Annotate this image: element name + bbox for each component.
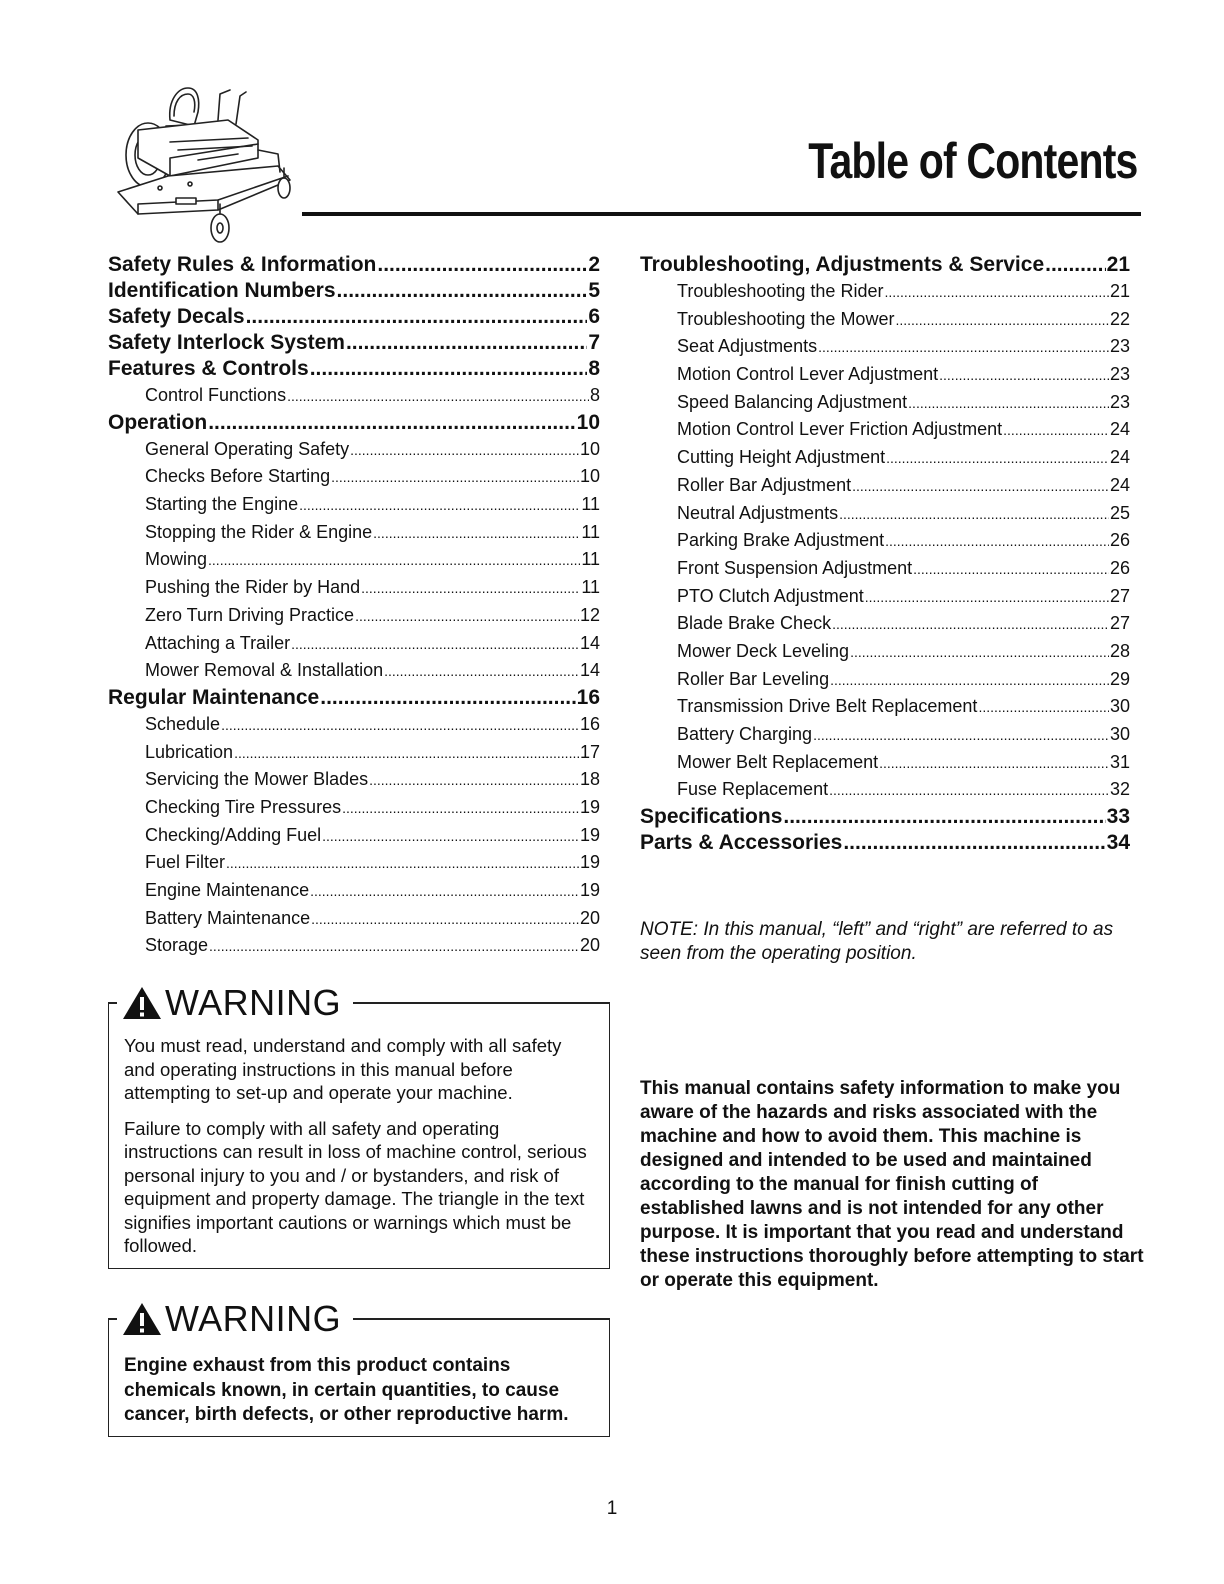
toc-entry bbox=[108, 278, 600, 304]
toc-entry-label: PTO Clutch Adjustment bbox=[677, 585, 864, 606]
toc-entry-page: 2 bbox=[588, 253, 600, 276]
dot-leader bbox=[350, 436, 579, 465]
toc-entry-label: Checks Before Starting bbox=[145, 466, 331, 487]
dot-leader bbox=[384, 657, 579, 686]
toc-entry bbox=[108, 463, 600, 491]
toc-entry bbox=[640, 527, 1130, 555]
toc-entry bbox=[108, 491, 600, 519]
toc-entry-page: 19 bbox=[579, 880, 600, 900]
dot-leader bbox=[939, 361, 1109, 390]
dot-leader bbox=[287, 382, 589, 411]
toc-entry-page: 16 bbox=[576, 685, 600, 709]
dot-leader bbox=[346, 330, 587, 356]
dot-leader bbox=[913, 555, 1109, 584]
toc-entry bbox=[108, 436, 600, 464]
toc-entry-page: 16 bbox=[579, 713, 600, 734]
toc-entry-page: 12 bbox=[579, 604, 600, 625]
toc-entry-label: Transmission Drive Belt Replacement bbox=[677, 696, 978, 717]
toc-entry-label: Safety Interlock System bbox=[108, 331, 345, 354]
toc-entry-label: Troubleshooting the Mower bbox=[677, 308, 895, 329]
title-underline bbox=[302, 212, 1141, 216]
toc-entry-page: 24 bbox=[1109, 474, 1130, 495]
toc-entry-page: 28 bbox=[1109, 640, 1130, 661]
toc-entry bbox=[108, 932, 600, 960]
toc-entry bbox=[108, 630, 600, 658]
toc-entry-label: Features & Controls bbox=[108, 357, 309, 380]
toc-entry-page: 30 bbox=[1109, 724, 1130, 744]
dot-leader bbox=[373, 519, 580, 548]
toc-entry-page: 27 bbox=[1109, 613, 1130, 634]
warning-text: Engine exhaust from this product contains chemicals known, in certain quantities, to cause cancer, birth defects, or other reproductive harm. bbox=[124, 1355, 569, 1425]
page-title: Table of Contents bbox=[808, 133, 1138, 189]
toc-entry-label: Fuel Filter bbox=[145, 852, 226, 873]
toc-entry-label: Storage bbox=[145, 935, 209, 956]
zero-turn-mower-illustration bbox=[108, 80, 298, 250]
toc-entry bbox=[640, 804, 1130, 830]
toc-entry-page: 32 bbox=[1109, 779, 1130, 800]
dot-leader bbox=[209, 932, 579, 961]
toc-entry bbox=[108, 739, 600, 767]
dot-leader bbox=[886, 444, 1109, 473]
dot-leader bbox=[830, 666, 1109, 695]
toc-entry-page: 11 bbox=[581, 577, 600, 598]
toc-entry-label: Mower Deck Leveling bbox=[677, 640, 850, 661]
toc-entry bbox=[108, 794, 600, 822]
dot-leader bbox=[908, 389, 1109, 418]
toc-entry-page: 23 bbox=[1109, 364, 1130, 385]
toc-entry-label: Speed Balancing Adjustment bbox=[677, 391, 908, 412]
toc-entry-label: Motion Control Lever Friction Adjustment bbox=[677, 419, 1003, 440]
dot-leader bbox=[843, 830, 1105, 856]
toc-entry bbox=[640, 666, 1130, 694]
toc-entry-label: Identification Numbers bbox=[108, 279, 336, 302]
dot-leader bbox=[783, 804, 1105, 830]
toc-entry-page: 26 bbox=[1109, 530, 1130, 551]
dot-leader bbox=[884, 278, 1109, 307]
toc-entry-page: 34 bbox=[1106, 831, 1130, 855]
toc-entry bbox=[640, 306, 1130, 334]
toc-entry-page: 29 bbox=[1109, 668, 1130, 689]
dot-leader bbox=[369, 766, 579, 795]
toc-entry bbox=[108, 330, 600, 356]
toc-entry bbox=[640, 776, 1130, 804]
toc-entry bbox=[108, 657, 600, 685]
toc-entry-page: 33 bbox=[1106, 805, 1130, 829]
dot-leader bbox=[342, 794, 579, 823]
dot-leader bbox=[377, 252, 587, 278]
dot-leader bbox=[208, 546, 580, 575]
toc-entry-page: 17 bbox=[579, 741, 600, 762]
toc-entry-page: 8 bbox=[588, 357, 600, 380]
toc-entry-label: Neutral Adjustments bbox=[677, 502, 839, 523]
toc-entry bbox=[640, 252, 1130, 278]
toc-entry-page: 10 bbox=[579, 466, 600, 487]
toc-entry bbox=[108, 546, 600, 574]
toc-entry-label: Engine Maintenance bbox=[145, 880, 310, 900]
toc-entry-label: Specifications bbox=[640, 805, 783, 829]
warning-label: WARNING bbox=[165, 1298, 342, 1339]
dot-leader bbox=[885, 527, 1109, 556]
toc-entry-page: 26 bbox=[1109, 557, 1130, 578]
toc-entry-label: Safety Decals bbox=[108, 305, 245, 328]
toc-entry-page: 24 bbox=[1109, 447, 1130, 468]
dot-leader bbox=[978, 693, 1109, 722]
toc-entry-page: 30 bbox=[1109, 696, 1130, 717]
page-number: 1 bbox=[606, 1498, 618, 1519]
toc-entry-label: Troubleshooting, Adjustments & Service bbox=[640, 253, 1045, 276]
dot-leader bbox=[852, 472, 1109, 501]
toc-entry-label: Checking Tire Pressures bbox=[145, 796, 342, 817]
toc-entry-label: Troubleshooting the Rider bbox=[677, 281, 884, 301]
toc-entry-label: Stopping the Rider & Engine bbox=[145, 521, 373, 542]
warning-box-safety bbox=[108, 982, 610, 1269]
toc-entry-page: 25 bbox=[1109, 502, 1130, 523]
toc-entry-page: 22 bbox=[1109, 308, 1130, 329]
toc-entry bbox=[108, 519, 600, 547]
toc-entry bbox=[640, 500, 1130, 528]
toc-entry bbox=[108, 382, 600, 410]
toc-entry bbox=[640, 278, 1130, 306]
toc-entry-label: Servicing the Mower Blades bbox=[145, 769, 369, 790]
toc-entry-page: 10 bbox=[576, 410, 600, 434]
toc-entry-label: Pushing the Rider by Hand bbox=[145, 577, 361, 598]
toc-entry-label: Motion Control Lever Adjustment bbox=[677, 364, 939, 385]
dot-leader bbox=[865, 583, 1109, 612]
toc-entry-page: 14 bbox=[579, 632, 600, 653]
toc-entry-page: 20 bbox=[579, 907, 600, 928]
toc-entry bbox=[640, 361, 1130, 389]
toc-entry bbox=[640, 416, 1130, 444]
toc-entry-page: 19 bbox=[579, 852, 600, 873]
warning-triangle-icon bbox=[121, 985, 163, 1021]
toc-entry-page: 10 bbox=[579, 438, 600, 459]
dot-leader bbox=[879, 749, 1109, 778]
dot-leader bbox=[234, 739, 579, 768]
toc-entry-page: 11 bbox=[581, 521, 600, 542]
dot-leader bbox=[829, 776, 1109, 805]
warning-triangle-icon bbox=[121, 1301, 163, 1337]
warning-text bbox=[124, 1034, 594, 1270]
toc-entry bbox=[640, 638, 1130, 666]
dot-leader bbox=[1045, 252, 1106, 278]
dot-leader bbox=[310, 356, 588, 382]
toc-entry-label: Fuse Replacement bbox=[677, 779, 829, 800]
warning-label: WARNING bbox=[165, 982, 342, 1023]
toc-entry bbox=[108, 905, 600, 933]
toc-entry bbox=[640, 610, 1130, 638]
toc-entry bbox=[108, 602, 600, 630]
toc-entry-page: 24 bbox=[1109, 419, 1130, 440]
dot-leader bbox=[850, 638, 1109, 667]
toc-entry-label: Roller Bar Leveling bbox=[677, 668, 830, 689]
toc-entry-page: 7 bbox=[588, 331, 600, 354]
toc-entry-page: 27 bbox=[1109, 585, 1130, 606]
toc-entry-label: Cutting Height Adjustment bbox=[677, 447, 886, 468]
toc-entry-label: Regular Maintenance bbox=[108, 685, 320, 709]
dot-leader bbox=[299, 491, 580, 520]
dot-leader bbox=[832, 610, 1109, 639]
warning-heading bbox=[117, 982, 353, 1024]
toc-entry-page: 14 bbox=[579, 660, 600, 681]
toc-entry bbox=[108, 822, 600, 850]
dot-leader bbox=[311, 905, 579, 934]
dot-leader bbox=[208, 410, 575, 436]
toc-entry-label: Schedule bbox=[145, 713, 221, 734]
toc-entry-page: 6 bbox=[588, 305, 600, 328]
dot-leader bbox=[337, 278, 588, 304]
toc-entry-page: 18 bbox=[579, 769, 600, 790]
warning-heading bbox=[117, 1298, 353, 1340]
toc-entry bbox=[640, 693, 1130, 721]
dot-leader bbox=[322, 822, 579, 851]
dot-leader bbox=[818, 333, 1109, 362]
toc-entry bbox=[108, 711, 600, 739]
toc-entry-label: Parts & Accessories bbox=[640, 831, 843, 855]
toc-entry-page: 20 bbox=[579, 935, 600, 956]
toc-entry-label: Battery Maintenance bbox=[145, 907, 311, 928]
toc-entry bbox=[108, 356, 600, 382]
toc-entry-page: 19 bbox=[579, 796, 600, 817]
toc-entry-page: 31 bbox=[1109, 751, 1130, 772]
toc-entry-page: 23 bbox=[1109, 391, 1130, 412]
toc-entry bbox=[640, 555, 1130, 583]
toc-entry bbox=[640, 389, 1130, 417]
toc-left-column bbox=[108, 252, 600, 960]
dot-leader bbox=[291, 630, 579, 659]
toc-entry bbox=[108, 410, 600, 436]
toc-entry bbox=[108, 252, 600, 278]
toc-entry-page: 21 bbox=[1106, 253, 1130, 276]
toc-entry-page: 21 bbox=[1109, 281, 1130, 301]
dot-leader bbox=[813, 721, 1109, 750]
toc-entry-label: Mower Belt Replacement bbox=[677, 751, 879, 772]
dot-leader bbox=[895, 306, 1109, 335]
toc-entry-label: Roller Bar Adjustment bbox=[677, 474, 852, 495]
toc-entry-label: Battery Charging bbox=[677, 724, 813, 744]
toc-entry bbox=[108, 766, 600, 794]
toc-entry bbox=[640, 583, 1130, 611]
toc-entry-label: Lubrication bbox=[145, 741, 234, 762]
dot-leader bbox=[839, 500, 1109, 529]
toc-entry bbox=[108, 849, 600, 877]
dot-leader bbox=[221, 711, 579, 740]
toc-entry-page: 11 bbox=[581, 549, 600, 570]
toc-entry bbox=[640, 472, 1130, 500]
dot-leader bbox=[361, 574, 580, 603]
toc-entry-label: Safety Rules & Information bbox=[108, 253, 377, 276]
toc-entry bbox=[640, 444, 1130, 472]
dot-leader bbox=[246, 304, 588, 330]
toc-entry-label: Checking/Adding Fuel bbox=[145, 824, 322, 845]
warning-paragraph: Failure to comply with all safety and operating instructions can result in loss of machine control, serious personal injury to you and / or bystanders, and risk of equipment and property damage. The triangle in the text signifies important cautions or warnings which must be followed. bbox=[124, 1117, 587, 1256]
warning-paragraph: You must read, understand and comply with all safety and operating instructions in this manual before attempting to set-up and operate your machine. bbox=[124, 1035, 562, 1103]
dot-leader bbox=[226, 849, 579, 878]
toc-entry-label: Control Functions bbox=[145, 385, 287, 405]
toc-entry-label: General Operating Safety bbox=[145, 438, 350, 459]
dot-leader bbox=[320, 685, 575, 711]
toc-entry-page: 23 bbox=[1109, 336, 1130, 357]
toc-entry bbox=[108, 685, 600, 711]
toc-entry-label: Attaching a Trailer bbox=[145, 632, 291, 653]
toc-entry bbox=[640, 830, 1130, 856]
toc-entry-label: Front Suspension Adjustment bbox=[677, 557, 913, 578]
toc-entry-label: Operation bbox=[108, 410, 208, 434]
toc-entry bbox=[640, 721, 1130, 749]
toc-entry bbox=[640, 333, 1130, 361]
toc-entry-label: Mower Removal & Installation bbox=[145, 660, 384, 681]
toc-right-column bbox=[640, 252, 1130, 856]
toc-entry-page: 8 bbox=[589, 385, 600, 405]
safety-statement: This manual contains safety information to make you aware of the hazards and risks associated with the machine and how to avoid them. This machine is designed and intended to be used and maintained according to the manual for finish cutting of established lawns and is not intended for any other purpose. It is important that you read and understand these instructions thoroughly before attempting to start or operate this equipment. bbox=[640, 1078, 1144, 1291]
toc-entry-label: Parking Brake Adjustment bbox=[677, 530, 885, 551]
dot-leader bbox=[1003, 416, 1109, 445]
toc-entry-page: 19 bbox=[579, 824, 600, 845]
toc-entry bbox=[108, 304, 600, 330]
toc-entry bbox=[640, 749, 1130, 777]
toc-entry-label: Zero Turn Driving Practice bbox=[145, 604, 355, 625]
dot-leader bbox=[355, 602, 579, 631]
toc-entry-label: Starting the Engine bbox=[145, 494, 299, 515]
toc-entry bbox=[108, 877, 600, 905]
toc-entry-label: Mowing bbox=[145, 549, 208, 570]
toc-entry-label: Blade Brake Check bbox=[677, 613, 832, 634]
toc-entry-label: Seat Adjustments bbox=[677, 336, 818, 357]
dot-leader bbox=[331, 463, 579, 492]
toc-entry bbox=[108, 574, 600, 602]
toc-entry-page: 11 bbox=[581, 494, 600, 515]
toc-entry-page: 5 bbox=[588, 279, 600, 302]
orientation-note: NOTE: In this manual, “left” and “right” are referred to as seen from the operating position. bbox=[640, 919, 1114, 964]
warning-box-exhaust bbox=[108, 1298, 610, 1437]
dot-leader bbox=[310, 877, 579, 906]
